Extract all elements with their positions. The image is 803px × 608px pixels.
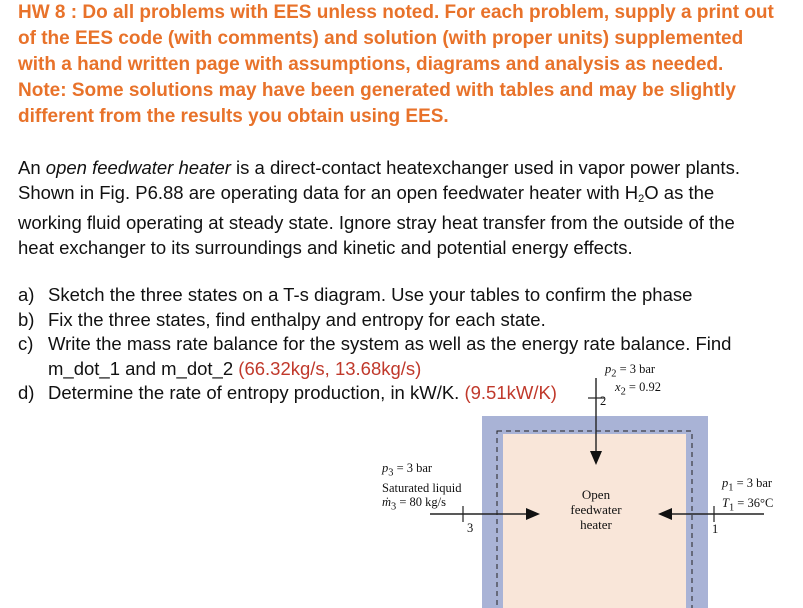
- heater-label: [554, 487, 638, 532]
- statement-line: working fluid operating at steady state. Ignore stray heat transfer from the outside of the: [18, 212, 735, 233]
- text: An: [18, 157, 46, 178]
- header-line: Note: Some solutions may have been generated with tables and may be slightly: [18, 80, 736, 101]
- symbol: T: [722, 495, 729, 510]
- value: = 3 bar: [393, 461, 433, 475]
- heater-label-line: feedwater: [570, 502, 622, 517]
- header-line: of the EES code (with comments) and solution (with proper units) supplemented: [18, 28, 744, 49]
- state-3-number: 3: [467, 521, 474, 535]
- question-text: Fix the three states, find enthalpy and entropy for each state.: [48, 308, 546, 330]
- symbol: x: [615, 379, 621, 394]
- subscript: 1: [728, 482, 734, 494]
- value: = 80 kg/s: [396, 494, 446, 509]
- symbol: ṁ: [382, 494, 392, 509]
- mass-flow-3: [382, 495, 462, 515]
- question-text: Sketch the three states on a T-s diagram. Use your tables to confirm the phase: [48, 284, 693, 305]
- heater-label-line: heater: [580, 517, 612, 532]
- state-3-label: [382, 461, 462, 514]
- value: = 3 bar: [616, 362, 656, 376]
- question-label: a): [18, 284, 35, 305]
- question-text: m_dot_1 and m_dot_2: [48, 357, 239, 379]
- subscript: 3: [388, 467, 394, 479]
- quality-2: [605, 380, 661, 400]
- temperature-1: [722, 496, 773, 516]
- symbol: p: [382, 461, 389, 475]
- state-1-label: [722, 476, 773, 515]
- symbol: p: [722, 476, 729, 490]
- statement-line: heat exchanger to its surroundings and kinetic and potential energy effects.: [18, 236, 633, 258]
- subscript: 2: [620, 386, 626, 397]
- term-open-feedwater-heater: open feedwater heater: [45, 157, 231, 178]
- heater-label-line: Open: [581, 487, 611, 502]
- header-line: HW 8 : Do all problems with EES unless noted. For each problem, supply a print out: [18, 2, 774, 23]
- subscript: 2: [611, 368, 617, 380]
- text: is a direct-contact heatexchanger used in vapor power plants.: [230, 157, 740, 178]
- value: = 0.92: [625, 379, 661, 394]
- state-2-number: 2: [600, 394, 607, 408]
- text: O as the: [644, 181, 715, 203]
- subscript: 2: [638, 192, 645, 205]
- subscript: 3: [391, 501, 397, 512]
- value: = 3 bar: [733, 476, 773, 490]
- value: = 36°C: [734, 495, 774, 510]
- question-label: b): [18, 308, 35, 330]
- symbol: p: [605, 362, 612, 376]
- header-line: different from the results you obtain using EES.: [18, 106, 449, 127]
- state-1-number: 1: [712, 522, 719, 536]
- text: Shown in Fig. P6.88 are operating data for an open feedwater heater with H: [18, 181, 639, 203]
- header-line: with a hand written page with assumptions, diagrams and analysis as needed.: [18, 54, 724, 75]
- question-text: Write the mass rate balance for the system as well as the energy rate balance. Find: [48, 333, 732, 354]
- subscript: 1: [728, 502, 735, 513]
- answer-d: (9.51kW/K): [464, 382, 557, 403]
- state-2-label: [605, 362, 661, 399]
- phase-3: Saturated liquid: [382, 480, 462, 495]
- question-label: c): [18, 333, 34, 354]
- pressure-1: [722, 476, 773, 496]
- answer-c: (66.32kg/s, 13.68kg/s): [238, 357, 422, 379]
- question-label: d): [18, 382, 35, 403]
- pressure-3: [382, 461, 462, 481]
- question-text: Determine the rate of entropy production, in kW/K.: [48, 382, 465, 403]
